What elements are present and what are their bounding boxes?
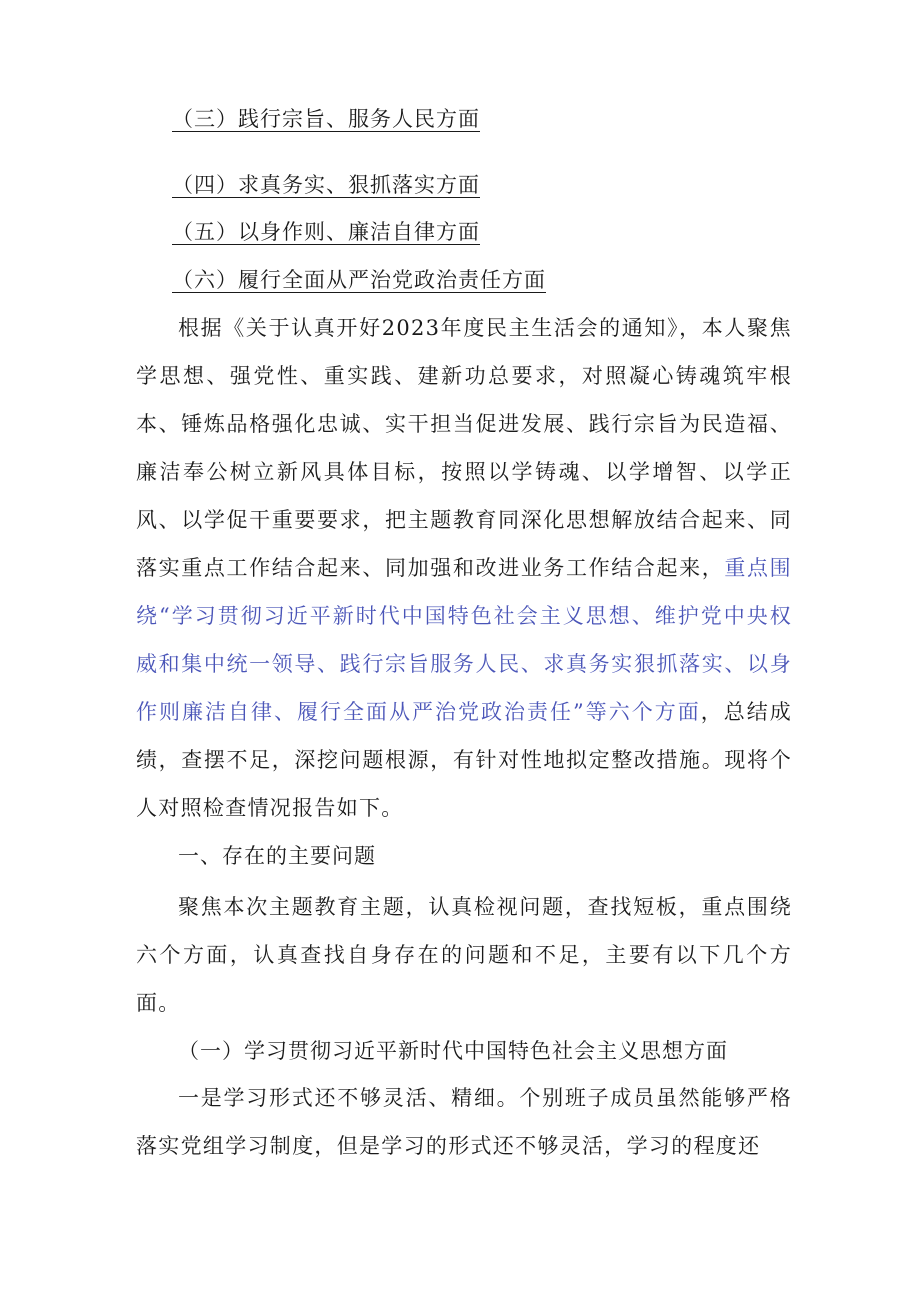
toc-item-6: （六）履行全面从严治党政治责任方面 [172, 268, 546, 292]
section-paragraph: 聚焦本次主题教育主题，认真检视问题，查找短板，重点围绕六个方面，认真查找自身存在的问题和不足，主要有以下几个方面。 [136, 895, 792, 1015]
subsection-heading: （一）学习贯彻习近平新时代中国特色社会主义思想方面 [178, 1039, 728, 1063]
subsection-paragraph: 一是学习形式还不够灵活、精细。个别班子成员虽然能够严格落实党组学习制度，但是学习的形式还不够灵活，学习的程度还 [136, 1086, 792, 1158]
intro-text-end: ，总结成绩，查摆不足，深挖问题根源，有针对性地拟定整改措施。现将个人对照检查情况报告如下。 [136, 700, 792, 820]
intro-text: 根据《关于认真开好2023年度民主生活会的通知》，本人聚焦学思想、强党性、重实践、建新功总要求，对照凝心铸魂筑牢根本、锤炼品格强化忠诚、实干担当促进发展、践行宗旨为民造福、廉洁奉公树立新风具体目标，按照以学铸魂、以学增智、以学正风、以学促干重要要求，把主题教育同深化思想解放结合起来、同落实重点工作结合起来、同加强和改进业务工作结合起来， [136, 316, 792, 580]
toc-item-3: （三）践行宗旨、服务人民方面 [172, 107, 480, 131]
section-heading: 一、存在的主要问题 [178, 844, 376, 868]
toc-item-4: （四）求真务实、狠抓落实方面 [172, 173, 480, 197]
intro-paragraph [136, 304, 792, 832]
toc-item-5: （五）以身作则、廉洁自律方面 [172, 220, 480, 244]
intro-highlight-text: 重点围绕“学习贯彻习近平新时代中国特色社会主义思想、维护党中央权威和集中统一领导、践行宗旨服务人民、求真务实狠抓落实、以身作则廉洁自律、履行全面从严治党政治责任”等六个方面 [136, 556, 792, 724]
